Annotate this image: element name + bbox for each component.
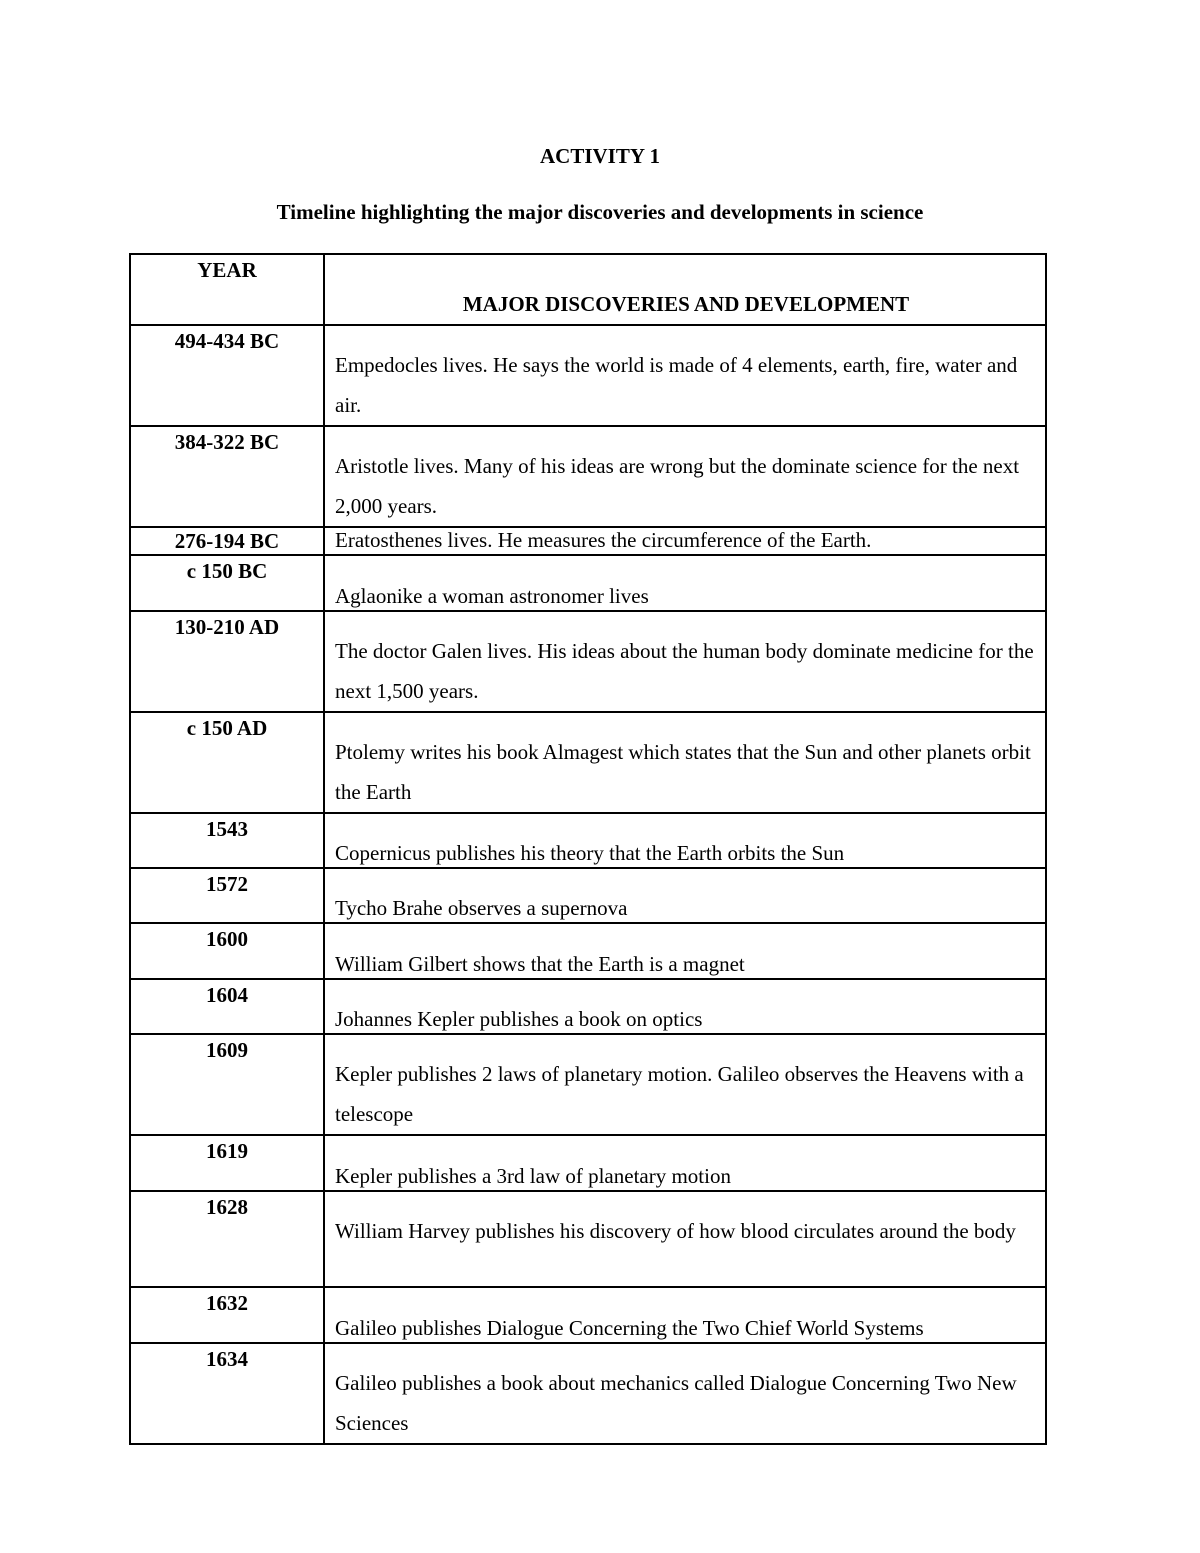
- row-description: Empedocles lives. He says the world is made of 4 elements, earth, fire, water and air.: [335, 353, 1018, 417]
- table-row: [130, 611, 1046, 712]
- row-description: Aglaonike a woman astronomer lives: [335, 584, 649, 608]
- row-year: c 150 BC: [130, 555, 324, 611]
- row-description: Eratosthenes lives. He measures the circumference of the Earth.: [335, 528, 872, 552]
- page-subtitle: Timeline highlighting the major discoveries and developments in science: [276, 200, 924, 224]
- row-year: 494-434 BC: [130, 325, 324, 426]
- table-row: [130, 1343, 1046, 1444]
- header-description: MAJOR DISCOVERIES AND DEVELOPMENT: [324, 254, 1046, 325]
- table-row: [130, 712, 1046, 813]
- row-year: 1634: [130, 1343, 324, 1444]
- table-row: [130, 426, 1046, 527]
- row-year: 1609: [130, 1034, 324, 1135]
- row-description: Galileo publishes Dialogue Concerning the Two Chief World Systems: [335, 1316, 924, 1340]
- table-row: [130, 1287, 1046, 1343]
- row-description: Kepler publishes a 3rd law of planetary motion: [335, 1164, 731, 1188]
- table-row: [130, 1135, 1046, 1191]
- table-row: [130, 1191, 1046, 1287]
- page-title: ACTIVITY 1: [540, 144, 660, 168]
- row-year: 1543: [130, 813, 324, 868]
- row-description: William Harvey publishes his discovery of how blood circulates around the body: [335, 1219, 1016, 1243]
- row-year: 276-194 BC: [130, 527, 324, 555]
- row-year: 1632: [130, 1287, 324, 1343]
- row-year: 384-322 BC: [130, 426, 324, 527]
- table-row: [130, 923, 1046, 979]
- row-year: 1572: [130, 868, 324, 923]
- row-description: Copernicus publishes his theory that the Earth orbits the Sun: [335, 841, 845, 865]
- row-year: 1619: [130, 1135, 324, 1191]
- row-year: 1628: [130, 1191, 324, 1287]
- row-description: Galileo publishes a book about mechanics called Dialogue Concerning Two New Sciences: [335, 1371, 1017, 1435]
- row-year: 1600: [130, 923, 324, 979]
- row-year: c 150 AD: [130, 712, 324, 813]
- row-description: Tycho Brahe observes a supernova: [335, 896, 628, 920]
- row-description: Kepler publishes 2 laws of planetary motion. Galileo observes the Heavens with a telescope: [335, 1062, 1024, 1126]
- timeline-table: [129, 253, 1047, 1445]
- table-row: [130, 979, 1046, 1034]
- table-row: [130, 868, 1046, 923]
- row-description: William Gilbert shows that the Earth is a magnet: [335, 952, 745, 976]
- header-year: YEAR: [130, 254, 324, 325]
- table-row: [130, 555, 1046, 611]
- table-row: [130, 1034, 1046, 1135]
- table-row: [130, 325, 1046, 426]
- row-description: Aristotle lives. Many of his ideas are wrong but the dominate science for the next 2,000 years.: [335, 454, 1020, 518]
- row-description: Johannes Kepler publishes a book on optics: [335, 1007, 703, 1031]
- row-description: The doctor Galen lives. His ideas about the human body dominate medicine for the next 1,500 years.: [335, 639, 1034, 703]
- table-row: [130, 813, 1046, 868]
- row-year: 130-210 AD: [130, 611, 324, 712]
- table-header-row: [130, 254, 1046, 325]
- row-description: Ptolemy writes his book Almagest which states that the Sun and other planets orbit the Earth: [335, 740, 1031, 804]
- row-year: 1604: [130, 979, 324, 1034]
- table-row: [130, 527, 1046, 555]
